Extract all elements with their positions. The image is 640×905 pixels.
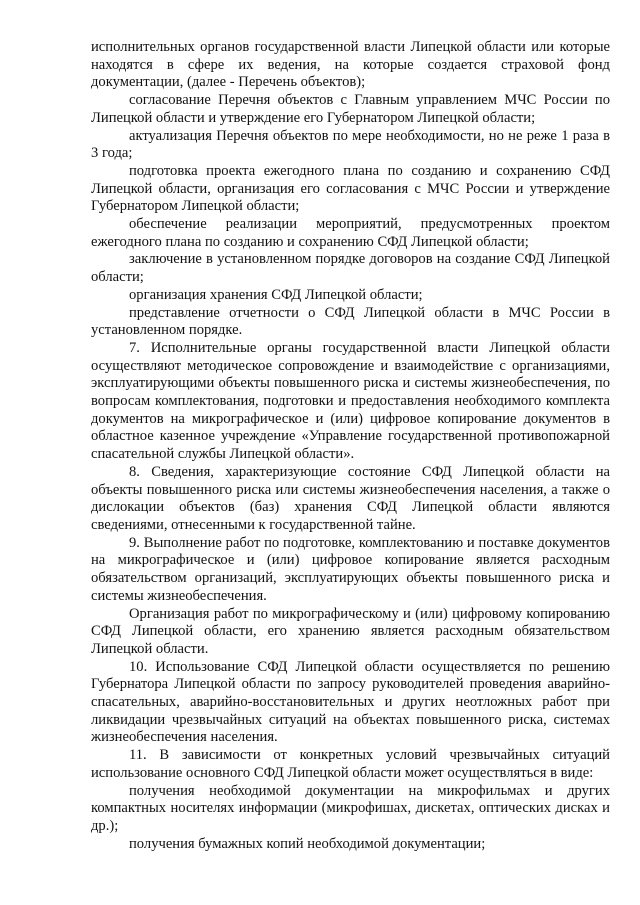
- paragraph-item-9: 9. Выполнение работ по подготовке, комплектованию и поставке документов на микрографическое и (или) цифровое копирование является расходным обязательством организаций, эксплуатирующих объекты повышенного риска и системы жизнеобеспечения.: [91, 534, 610, 604]
- paragraph-annual-plan-draft: подготовка проекта ежегодного плана по созданию и сохранению СФД Липецкой области, организация его согласования с МЧС России и утверждение Губернатором Липецкой области;: [91, 162, 610, 215]
- paragraph-objects-list-continuation: исполнительных органов государственной власти Липецкой области или которые находятся в сфере их ведения, на которые создается страховой фонд документации, (далее - Перечень объектов);: [91, 39, 610, 91]
- paragraph-contracts: заключение в установленном порядке договоров на создание СФД Липецкой области;: [91, 251, 610, 286]
- paragraph-reporting: представление отчетности о СФД Липецкой области в МЧС России в установленном порядке.: [91, 304, 610, 339]
- paragraph-list-approval: согласование Перечня объектов с Главным управлением МЧС России по Липецкой области и утверждение его Губернатором Липецкой области;: [91, 92, 610, 126]
- paragraph-storage: организация хранения СФД Липецкой области;: [129, 286, 423, 303]
- paragraph-item-11: 11. В зависимости от конкретных условий чрезвычайных ситуаций использование основного СФД Липецкой области может осуществляться в виде:: [91, 747, 610, 781]
- paragraph-plan-implementation: обеспечение реализации мероприятий, предусмотренных проектом ежегодного плана по созданию и сохранению СФД Липецкой области;: [91, 216, 610, 250]
- paragraph-list-update: актуализация Перечня объектов по мере необходимости, но не реже 1 раза в 3 года;: [91, 127, 610, 162]
- paragraph-copying-organization: Организация работ по микрографическому и (или) цифровому копированию СФД Липецкой области, его хранению является расходным обязательством Липецкой области.: [91, 605, 610, 657]
- paragraph-paper-copies-option: получения бумажных копий необходимой документации;: [129, 835, 486, 852]
- paragraph-microfilm-option: получения необходимой документации на микрофильмах и других компактных носителях информации (микрофишах, дискетах, оптических дисках и др.);: [91, 782, 610, 834]
- document-body: [91, 39, 610, 853]
- paragraph-item-7: 7. Исполнительные органы государственной власти Липецкой области осуществляют методическое сопровождение и взаимодействие с организациями, эксплуатирующими объекты повышенного риска и системы жизнеобеспечения, по вопросам комплектования, подготовки и предоставления необходимого комплекта документов на микрографическое и (или) цифровое копирование документов в областное казенное учреждение «Управление государственной противопожарной спасательной службы Липецкой области».: [91, 339, 610, 463]
- paragraph-item-8: 8. Сведения, характеризующие состояние СФД Липецкой области на объекты повышенного риска или системы жизнеобеспечения населения, а также о дислокации объектов (баз) хранения СФД Липецкой области являются сведениями, отнесенными к государственной тайне.: [91, 463, 610, 533]
- paragraph-item-10: 10. Использование СФД Липецкой области осуществляется по решению Губернатора Липецкой области по запросу руководителей проведения аварийно-спасательных, аварийно-восстановительных и других неотложных работ при ликвидации чрезвычайных ситуаций на объектах повышенного риска, системах жизнеобеспечения населения.: [91, 658, 610, 746]
